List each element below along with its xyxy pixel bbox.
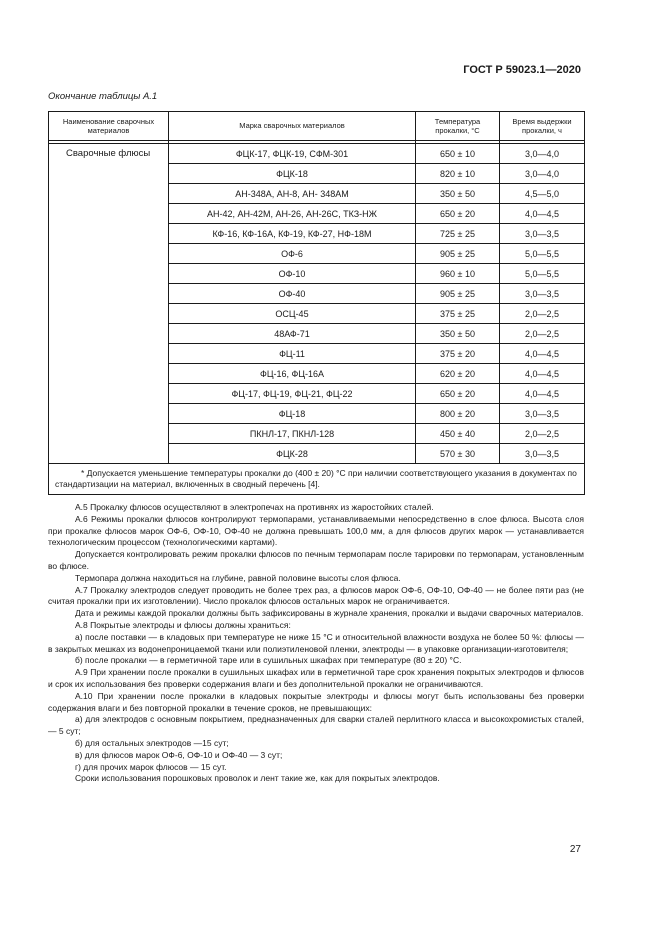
cell-mark: ПКНЛ-17, ПКНЛ-128: [169, 424, 416, 444]
cell-time: 3,0—3,5: [500, 444, 585, 464]
cell-mark: ОСЦ-45: [169, 304, 416, 324]
cell-time: 4,5—5,0: [500, 184, 585, 204]
cell-mark: ФЦ-11: [169, 344, 416, 364]
cell-time: 2,0—2,5: [500, 304, 585, 324]
cell-mark: ОФ-40: [169, 284, 416, 304]
cell-time: 2,0—2,5: [500, 424, 585, 444]
col-header-mark: Марка сварочных материалов: [169, 112, 416, 141]
cell-temp: 650 ± 20: [416, 384, 500, 404]
cell-temp: 800 ± 20: [416, 404, 500, 424]
paragraph: А.7 Прокалку электродов следует проводить не более трех раз, а флюсов марок ОФ-6, ОФ-10, ОФ-40 — не более пяти раз (не считая прокалки при их изготовлении). Число прокалок флюсов остальных марок не ограничивается.: [48, 584, 584, 607]
paragraph: а) для электродов с основным покрытием, предназначенных для сварки сталей перлитного класса и высокохромистых сталей, — 5 сут;: [48, 714, 584, 737]
col-header-temp: Температура прокалки, °С: [416, 112, 500, 141]
cell-time: 4,0—4,5: [500, 364, 585, 384]
cell-temp: 350 ± 50: [416, 184, 500, 204]
cell-temp: 905 ± 25: [416, 284, 500, 304]
cell-time: 4,0—4,5: [500, 204, 585, 224]
cell-time: 4,0—4,5: [500, 344, 585, 364]
cell-temp: 375 ± 20: [416, 344, 500, 364]
paragraph: в) для флюсов марок ОФ-6, ОФ-10 и ОФ-40 — 3 сут;: [75, 749, 283, 760]
welding-table: [48, 111, 585, 495]
paragraph: А.5 Прокалку флюсов осуществляют в электропечах на противнях из жаростойких сталей.: [75, 502, 434, 512]
cell-time: 3,0—4,0: [500, 164, 585, 184]
cell-mark: АН-42, АН-42М, АН-26, АН-26С, ТКЗ-НЖ: [169, 204, 416, 224]
cell-temp: 820 ± 10: [416, 164, 500, 184]
table-footnote: * Допускается уменьшение температуры прокалки до (400 ± 20) °С при наличии соответствующего указания в документах по стандартизации на материал, включенных в сводный перечень [4].: [49, 464, 585, 495]
cell-time: 3,0—3,5: [500, 284, 585, 304]
paragraph: б) после прокалки — в герметичной таре или в сушильных шкафах при температуре (80 ± 20) °С.: [75, 655, 462, 666]
cell-time: 4,0—4,5: [500, 384, 585, 404]
cell-temp: 375 ± 25: [416, 304, 500, 324]
paragraph: Термопара должна находиться на глубине, равной половине высоты слоя флюса.: [75, 572, 401, 583]
paragraph: Допускается контролировать режим прокалки флюсов по печным термопарам после тарировки по термопарам, установленным во флюсе.: [48, 549, 584, 571]
cell-mark: ФЦК-18: [169, 164, 416, 184]
cell-mark: ФЦ-17, ФЦ-19, ФЦ-21, ФЦ-22: [169, 384, 416, 404]
paragraph: Сроки использования порошковых проволок и лент такие же, как для покрытых электродов.: [75, 773, 440, 784]
cell-mark: ФЦК-28: [169, 444, 416, 464]
cell-temp: 725 ± 25: [416, 224, 500, 244]
paragraph: А.6 Режимы прокалки флюсов контролируют термопарами, устанавливаемыми непосредственно в слое флюса. Высота слоя при прокалке флюсов марок ОФ-6, ОФ-10, ОФ-40 не должна превышать 100,0 мм, а для флюсов других марок — устанавливается технологическим процессом (технологическими картами).: [48, 513, 584, 548]
cell-mark: АН-348А, АН-8, АН- 348АМ: [169, 184, 416, 204]
col-header-time: Время выдержки прокалки, ч: [500, 112, 585, 141]
cell-time: 5,0—5,5: [500, 244, 585, 264]
paragraph: А.10 При хранении после прокалки в кладовых покрытые электроды и флюсы могут быть использованы без проверки содержания влаги и без повторной прокалки в течение сроков, не превышающих:: [48, 690, 584, 713]
cell-temp: 450 ± 40: [416, 424, 500, 444]
col-header-name: Наименование сварочных материалов: [49, 112, 169, 141]
cell-time: 5,0—5,5: [500, 264, 585, 284]
table-row: [49, 144, 585, 164]
page-number: 27: [569, 844, 581, 855]
table-caption: Окончание таблицы А.1: [48, 91, 158, 102]
document-header: ГОСТ Р 59023.1—2020: [463, 64, 581, 76]
cell-mark: КФ-16, КФ-16А, КФ-19, КФ-27, НФ-18М: [169, 224, 416, 244]
material-group: Сварочные флюсы: [49, 144, 169, 464]
cell-time: 3,0—3,5: [500, 404, 585, 424]
cell-temp: 960 ± 10: [416, 264, 500, 284]
cell-time: 2,0—2,5: [500, 324, 585, 344]
cell-mark: ФЦ-16, ФЦ-16А: [169, 364, 416, 384]
cell-mark: ОФ-10: [169, 264, 416, 284]
paragraph: г) для прочих марок флюсов — 15 сут.: [75, 761, 227, 772]
cell-temp: 350 ± 50: [416, 324, 500, 344]
cell-mark: 48АФ-71: [169, 324, 416, 344]
paragraph: А.8 Покрытые электроды и флюсы должны храниться:: [75, 619, 291, 630]
paragraph: б) для остальных электродов —15 сут;: [75, 737, 229, 748]
paragraph: А.9 При хранении после прокалки в сушильных шкафах или в герметичной таре срок хранения покрытых электродов и флюсов и срок их использования без проверки содержания влаги и без дополнительной прокалки не ограничиваются.: [48, 667, 584, 689]
cell-mark: ФЦК-17, ФЦК-19, СФМ-301: [169, 144, 416, 164]
paragraph: Дата и режимы каждой прокалки должны быть зафиксированы в журнале хранения, прокалки и выдачи сварочных материалов.: [75, 608, 584, 619]
paragraph: а) после поставки — в кладовых при температуре не ниже 15 °С и относительной влажности воздуха не более 50 %: флюсы — в закрытых мешках из водонепроницаемой ткани или полиэтиленовой пленки, электроды — в упаковке организации-изготовителя;: [48, 631, 584, 654]
cell-temp: 620 ± 20: [416, 364, 500, 384]
cell-mark: ОФ-6: [169, 244, 416, 264]
cell-mark: ФЦ-18: [169, 404, 416, 424]
body-text: [48, 502, 584, 785]
cell-temp: 650 ± 20: [416, 204, 500, 224]
cell-time: 3,0—4,0: [500, 144, 585, 164]
cell-temp: 650 ± 10: [416, 144, 500, 164]
cell-time: 3,0—3,5: [500, 224, 585, 244]
cell-temp: 570 ± 30: [416, 444, 500, 464]
cell-temp: 905 ± 25: [416, 244, 500, 264]
